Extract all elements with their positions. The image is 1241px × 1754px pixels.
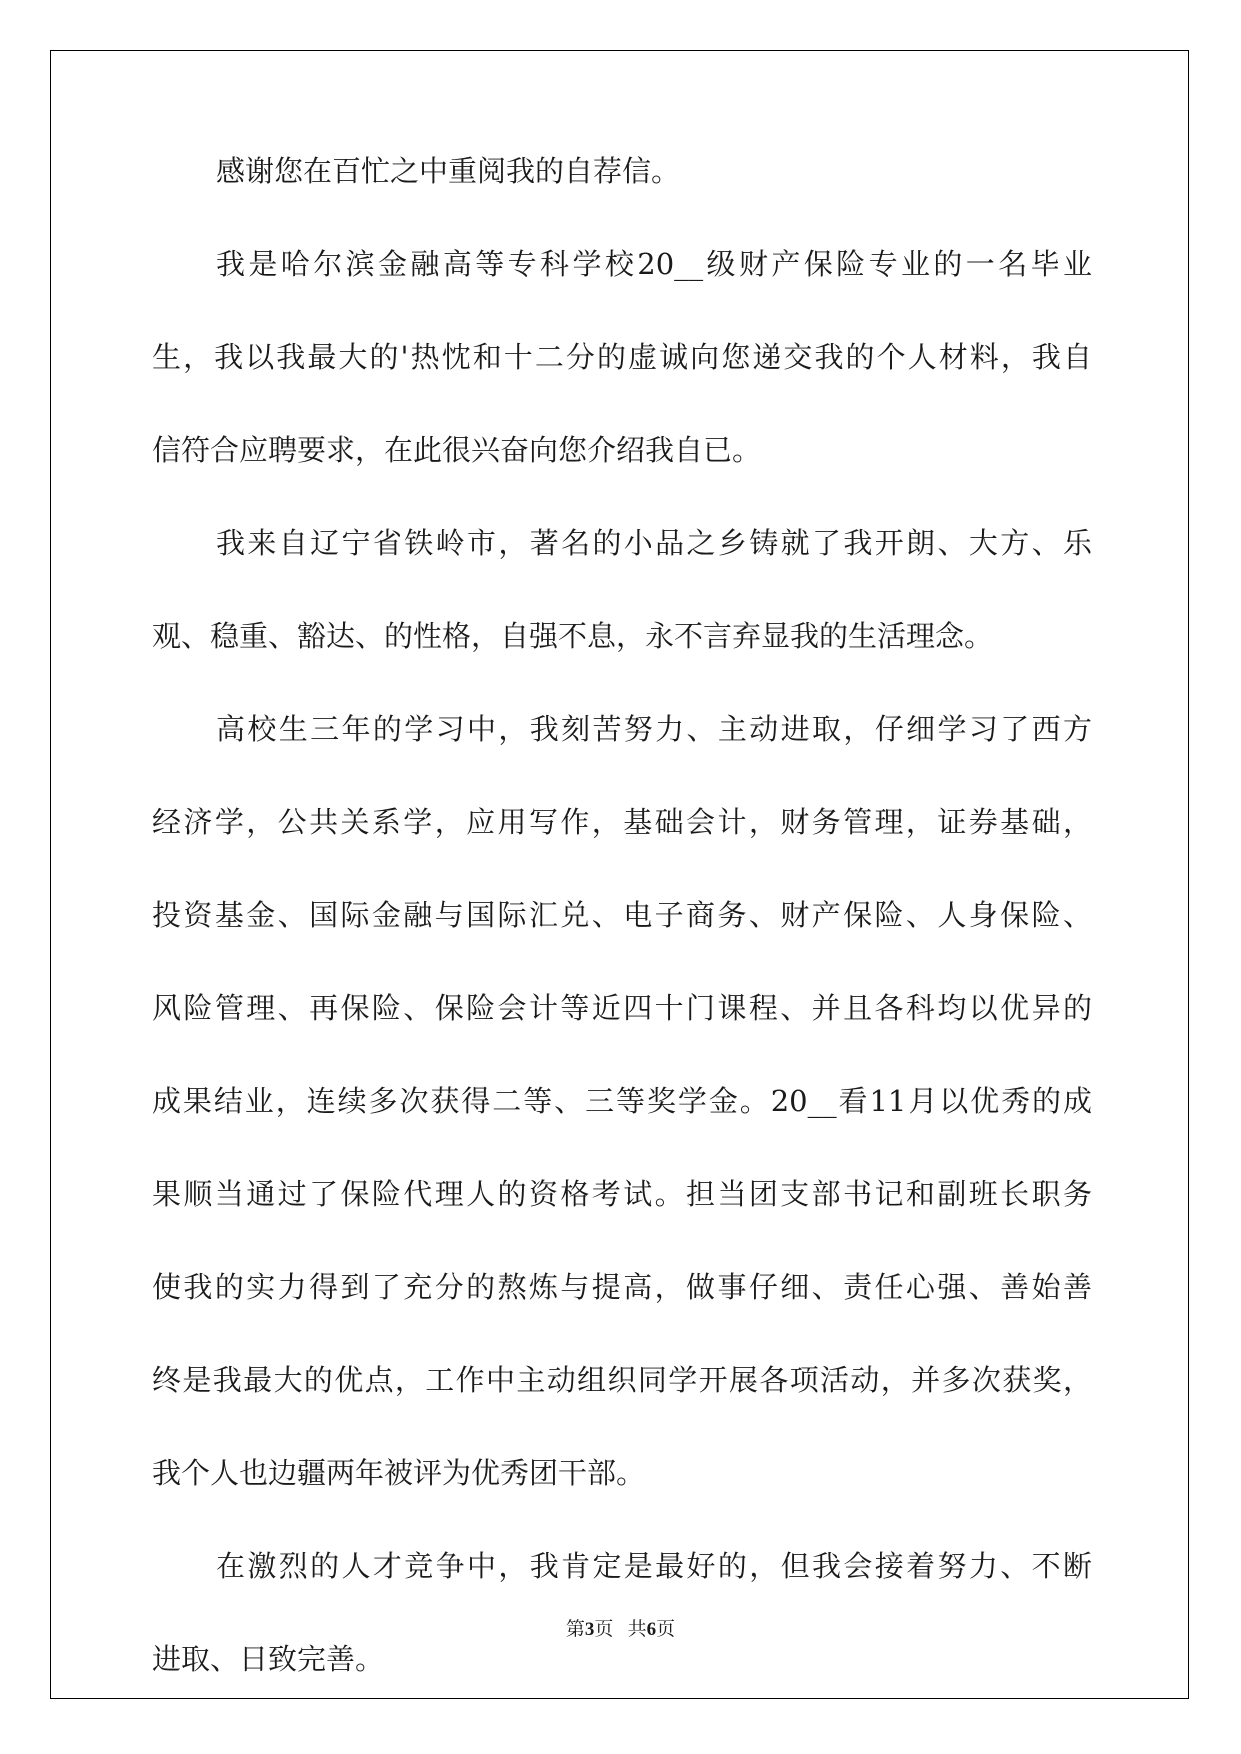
current-page-number: 3 (584, 1619, 595, 1640)
footer-page-unit: 页 (594, 1619, 614, 1640)
paragraph-4-line-5: 成果结业，连续多次获得二等、三等奖学金。20__看11月以优秀的成 (152, 1084, 1092, 1118)
footer-total-unit: 页 (656, 1619, 676, 1640)
document-body (152, 154, 1092, 1735)
paragraph-3-line-1: 我来自辽宁省铁岭市，著名的小品之乡铸就了我开朗、大方、乐 (216, 526, 1092, 560)
paragraph-4-line-3: 投资基金、国际金融与国际汇兑、电子商务、财产保险、人身保险、 (152, 898, 1092, 932)
paragraph-2-line-2: 生，我以我最大的'热忱和十二分的虚诚向您递交我的个人材料，我自 (152, 340, 1092, 374)
paragraph-4-line-6: 果顺当通过了保险代理人的资格考试。担当团支部书记和副班长职务 (152, 1177, 1092, 1211)
total-pages-number: 6 (646, 1619, 657, 1640)
paragraph-4-line-1: 高校生三年的学习中，我刻苦努力、主动进取，仔细学习了西方 (216, 712, 1092, 746)
footer-prefix: 第 (565, 1619, 585, 1640)
paragraph-4-line-7: 使我的实力得到了充分的熬炼与提高，做事仔细、责任心强、善始善 (152, 1270, 1092, 1304)
paragraph-2-line-3: 信符合应聘要求，在此很兴奋向您介绍我自已。 (152, 433, 762, 467)
paragraph-4-line-9: 我个人也边疆两年被评为优秀团干部。 (152, 1456, 646, 1490)
paragraph-4-line-4: 风险管理、再保险、保险会计等近四十门课程、并且各科均以优异的 (152, 991, 1092, 1025)
paragraph-1-line-1: 感谢您在百忙之中重阅我的自荐信。 (216, 154, 681, 188)
paragraph-5-line-1: 在激烈的人才竞争中，我肯定是最好的，但我会接着努力、不断 (216, 1549, 1092, 1583)
page-footer (0, 1614, 1241, 1641)
paragraph-3-line-2: 观、稳重、豁达、的性格，自强不息，永不言弃显我的生活理念。 (152, 619, 994, 653)
paragraph-4-line-2: 经济学，公共关系学，应用写作，基础会计，财务管理，证券基础， (152, 805, 1092, 839)
paragraph-2-line-1: 我是哈尔滨金融高等专科学校20__级财产保险专业的一名毕业 (216, 247, 1092, 281)
footer-total-prefix: 共 (627, 1619, 647, 1640)
paragraph-5-line-2: 进取、日致完善。 (152, 1642, 385, 1676)
paragraph-4-line-8: 终是我最大的优点，工作中主动组织同学开展各项活动，并多次获奖， (152, 1363, 1092, 1397)
